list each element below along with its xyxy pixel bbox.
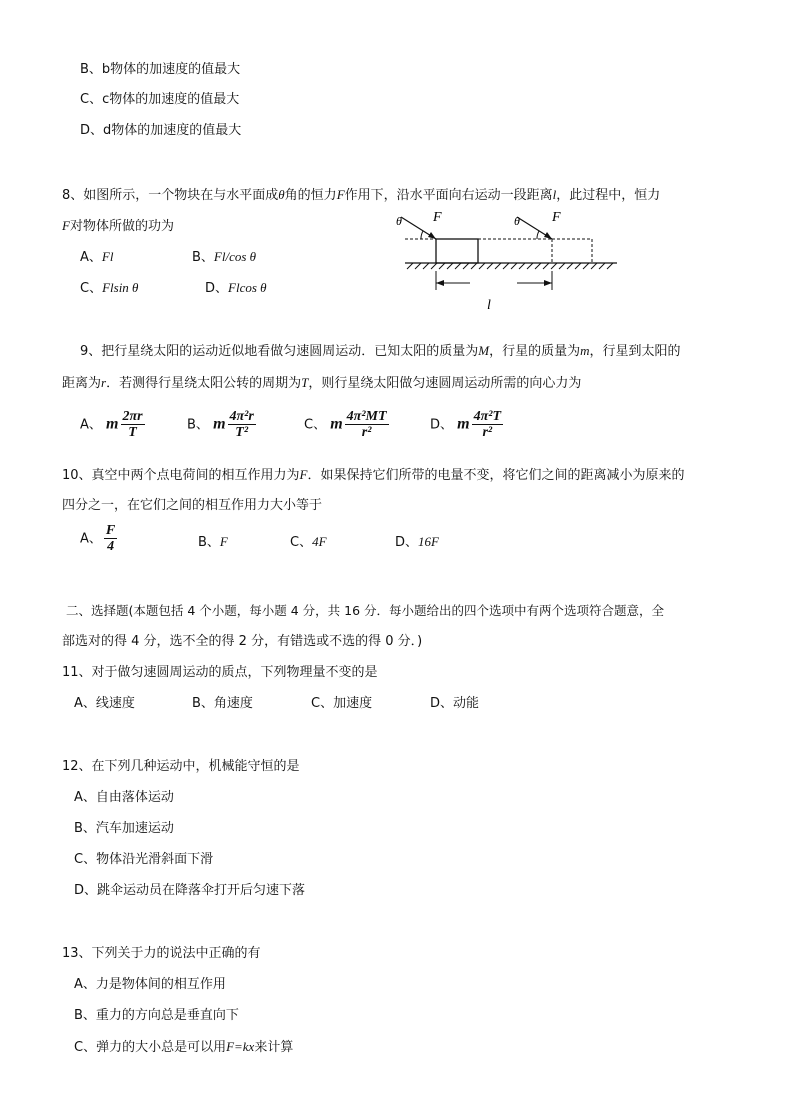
fraction-denominator: r² [361,425,372,440]
q7-option-d: D、d物体的加速度的值最大 [80,123,242,138]
distance-symbol: l [552,187,557,202]
ground-hatch [407,263,613,269]
q9-option-a: A、 m $\frac{2\pi r}{T}$ [80,409,143,440]
q8-option-d: D、Flcos θ [205,280,267,296]
q10-option-c: C、4F [290,534,327,550]
fraction-numerator: 4π²r [229,409,254,424]
q10-option-d: D、16F [395,534,439,550]
q12-option-c: C、物体沿光滑斜面下滑 [74,852,214,867]
fraction-denominator: T [128,425,137,440]
q11-option-c: C、加速度 [311,696,373,711]
q12-option-d: D、跳伞运动员在降落伞打开后匀速下落 [74,883,306,898]
force-symbol: F [336,187,345,202]
q13-option-a: A、力是物体间的相互作用 [74,977,226,992]
distance-label: l [487,298,491,313]
q10-option-a: A、 $\frac{F}{4}$ [80,523,116,554]
theta-symbol: θ [278,187,285,202]
angle-label-1: θ [396,214,402,228]
block-final [552,239,592,263]
q12-option-b: B、汽车加速运动 [74,821,174,836]
q9-option-c: C、 m $\frac{\text{4π²MT}}{\text{r²}}$ [304,409,387,440]
q13-option-b: B、重力的方向总是垂直向下 [74,1008,239,1023]
fraction-denominator: 4 [107,539,115,554]
q8-stem-line2: F对物体所做的功为 [62,218,174,234]
section2-instructions-line1: 二、选择题(本题包括 4 个小题，每小题 4 分，共 16 分．每小题给出的四个选项中有两个选项符合题意，全 [66,603,665,618]
q10-stem-line1: 10、真空中两个点电荷间的相互作用力为F．如果保持它们所带的电量不变，将它们之间的距离减小为原来的 [62,467,685,483]
q13-stem: 13、下列关于力的说法中正确的有 [62,946,261,961]
q8-option-b: B、Fl/cos θ [192,249,257,265]
q7-option-b: B、b物体的加速度的值最大 [80,62,241,77]
fraction-numerator: 4π²T [473,409,502,424]
q12-stem: 12、在下列几种运动中，机械能守恒的是 [62,759,300,774]
q8-option-a: A、Fl [80,249,114,265]
q11-option-b: B、角速度 [192,696,253,711]
q9-option-b: B、 m $\frac{\text{4π²r}}{\text{T²}}$ [187,409,254,440]
q9-stem-line2: 距离为r．若测得行星绕太阳公转的周期为T，则行星绕太阳做匀速圆周运动所需的向心力为 [62,375,582,391]
block-initial [436,239,478,263]
force-label-1: F [433,210,442,225]
q10-option-b: B、F [198,534,228,550]
fraction-numerator: 2πr [122,409,143,424]
q11-option-a: A、线速度 [74,696,135,711]
q11-option-d: D、动能 [430,696,480,711]
q11-stem: 11、对于做匀速圆周运动的质点，下列物理量不变的是 [62,665,378,680]
angle-label-2: θ [514,214,520,228]
fraction-numerator: 4π²MT [346,409,387,424]
q8-stem-line1: 8、如图所示，一个物块在与水平面成θ角的恒力F作用下，沿水平面向右运动一段距离l，此过程中，恒力 [62,187,661,203]
section2-instructions-line2: 部选对的得 4 分，选不全的得 2 分，有错选或不选的得 0 分．) [62,634,423,649]
fraction-denominator: r² [482,425,493,440]
q10-stem-line2: 四分之一，在它们之间的相互作用力大小等于 [62,498,323,513]
fraction-denominator: T² [235,425,249,440]
hooke-formula: F=kx [226,1039,255,1054]
force-label-2: F [552,210,561,225]
fraction-numerator: F [105,523,116,538]
q7-option-c: C、c物体的加速度的值最大 [80,92,240,107]
q13-option-c: C、弹力的大小总是可以用F=kx来计算 [74,1039,294,1055]
q9-stem-line1: 9、把行星绕太阳的运动近似地看做匀速圆周运动．已知太阳的质量为M，行星的质量为m，行星到太阳的 [80,343,681,359]
q8-figure [395,205,625,315]
q9-option-d: D、 m $\frac{\text{4π²T}}{\text{r²}}$ [430,409,502,440]
q8-option-c: C、Flsin θ [80,280,139,296]
q12-option-a: A、自由落体运动 [74,790,174,805]
